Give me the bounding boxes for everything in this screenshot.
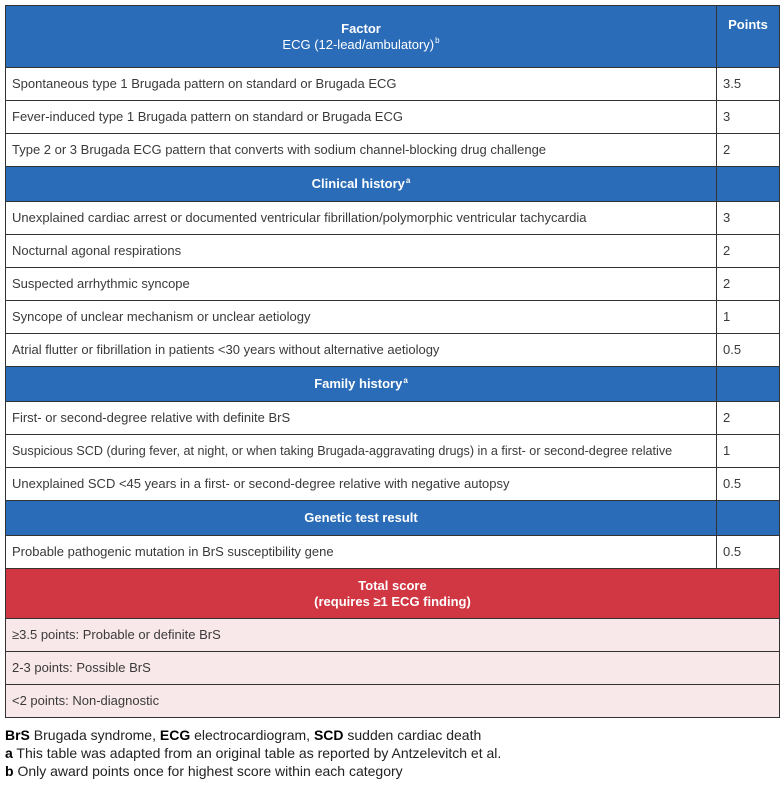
- points-cell: 2: [717, 402, 780, 435]
- points-cell: 3: [717, 101, 780, 134]
- factor-cell: Fever-induced type 1 Brugada pattern on standard or Brugada ECG: [6, 101, 717, 134]
- points-cell: 2: [717, 235, 780, 268]
- footnote-a: [5, 744, 501, 762]
- points-header: Points: [717, 6, 780, 68]
- abbrev-definition: electrocardiogram,: [190, 727, 314, 743]
- abbreviations-line: [5, 726, 501, 744]
- table-row: [6, 268, 780, 301]
- ecg-section-label: ECG (12-lead/ambulatory)$^b$: [282, 36, 440, 52]
- abbrev-term: SCD: [313, 727, 344, 743]
- factor-header-label: Factor: [341, 20, 381, 36]
- points-cell: 0.5: [717, 536, 780, 569]
- total-score-title: [6, 569, 780, 619]
- footnote-marker: b: [5, 763, 14, 779]
- points-cell: 3.5: [717, 68, 780, 101]
- factor-cell: Nocturnal agonal respirations: [6, 235, 717, 268]
- score-interpretation-text: 2-3 points: Possible BrS: [6, 652, 780, 685]
- factor-cell: Type 2 or 3 Brugada ECG pattern that converts with sodium channel-blocking drug challenge: [6, 134, 717, 167]
- section-title: Genetic test result: [6, 501, 717, 536]
- points-cell: 2: [717, 134, 780, 167]
- footnote-marker: a: [5, 745, 13, 761]
- points-cell: 2: [717, 268, 780, 301]
- factor-cell: First- or second-degree relative with definite BrS: [6, 402, 717, 435]
- factor-cell: Unexplained SCD <45 years in a first- or second-degree relative with negative autopsy: [6, 468, 717, 501]
- score-interpretation-text: <2 points: Non-diagnostic: [6, 685, 780, 718]
- abbrev-term: ECG: [159, 727, 191, 743]
- score-interpretation-row: [6, 652, 780, 685]
- factor-header: [6, 6, 717, 68]
- footnote-marker-a: a: [405, 175, 411, 185]
- table-row: [6, 402, 780, 435]
- total-score-header: [6, 569, 780, 619]
- factor-cell: Suspicious SCD (during fever, at night, or when taking Brugada-aggravating drugs) in a first- or second-degree relative: [6, 435, 717, 468]
- table-header-row: [6, 6, 780, 68]
- score-interpretation-text: ≥3.5 points: Probable or definite BrS: [6, 619, 780, 652]
- points-cell: 0.5: [717, 468, 780, 501]
- abbrev-definition: sudden cardiac death: [343, 727, 482, 743]
- table-row: [6, 101, 780, 134]
- table-row: [6, 536, 780, 569]
- footnote-b: [5, 762, 501, 780]
- points-cell: 0.5: [717, 334, 780, 367]
- factor-cell: Syncope of unclear mechanism or unclear aetiology: [6, 301, 717, 334]
- section-header-family-history: [6, 367, 780, 402]
- abbrev-definition: Brugada syndrome,: [29, 727, 160, 743]
- section-header-clinical-history: [6, 167, 780, 202]
- section-points-empty: [717, 367, 780, 402]
- footnote-marker-b: b: [435, 36, 440, 46]
- total-score-requirement: (requires ≥1 ECG finding): [314, 593, 471, 609]
- table-footnotes: [5, 726, 501, 780]
- section-points-empty: [717, 501, 780, 536]
- table-row: [6, 468, 780, 501]
- footnote-marker-a: a: [403, 375, 408, 385]
- factor-cell: Atrial flutter or fibrillation in patients <30 years without alternative aetiology: [6, 334, 717, 367]
- table-row: [6, 334, 780, 367]
- score-interpretation-row: [6, 685, 780, 718]
- brugada-score-table: [5, 5, 780, 718]
- footnote-text: Only award points once for highest score within each category: [13, 763, 403, 779]
- abbrev-term: BrS: [5, 727, 30, 743]
- points-cell: 1: [717, 301, 780, 334]
- table-row: [6, 301, 780, 334]
- total-score-label: Total score: [358, 577, 427, 593]
- score-interpretation-row: [6, 619, 780, 652]
- points-cell: 3: [717, 202, 780, 235]
- table-row: [6, 235, 780, 268]
- section-points-empty: [717, 167, 780, 202]
- footnote-text: This table was adapted from an original table as reported by Antzelevitch et al.: [12, 745, 502, 761]
- points-cell: 1: [717, 435, 780, 468]
- factor-cell: Probable pathogenic mutation in BrS susceptibility gene: [6, 536, 717, 569]
- section-title: Family history$^a$: [6, 367, 717, 402]
- table-row: [6, 68, 780, 101]
- table-row: [6, 435, 780, 468]
- section-title: Clinical history$^a$: [6, 167, 717, 202]
- factor-cell: Suspected arrhythmic syncope: [6, 268, 717, 301]
- table-row: [6, 202, 780, 235]
- factor-cell: Unexplained cardiac arrest or documented ventricular fibrillation/polymorphic ventricular tachycardia: [6, 202, 717, 235]
- section-header-genetic-test: [6, 501, 780, 536]
- table-row: [6, 134, 780, 167]
- factor-cell: Spontaneous type 1 Brugada pattern on standard or Brugada ECG: [6, 68, 717, 101]
